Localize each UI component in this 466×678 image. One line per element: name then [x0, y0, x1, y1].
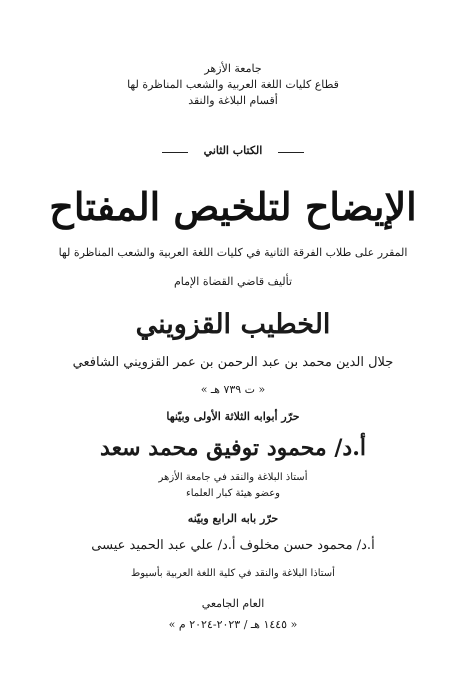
university-name: جامعة الأزهر: [204, 62, 262, 75]
second-editors-names: أ.د/ محمود حسن مخلوف أ.د/ علي عبد الحميد عيسى: [91, 538, 375, 553]
editor-name: أ.د/ محمود توفيق محمد سعد: [100, 435, 366, 461]
academic-year-label: العام الجامعي: [201, 597, 265, 610]
faculty-sector: قطاع كليات اللغة العربية والشعب المناظرة لها: [127, 78, 339, 91]
academic-year-value: « ١٤٤٥ هـ / ٢٠٢٣-٢٠٢٤ م »: [168, 618, 298, 631]
second-editors-credit-label: حرّر بابه الرابع وبيّنه: [187, 512, 279, 525]
author-death-date: « ت ٧٣٩ هـ »: [200, 383, 266, 396]
volume-label-bar: [162, 143, 304, 161]
department-name: أقسام البلاغة والنقد: [188, 94, 278, 107]
divider: [162, 152, 188, 153]
editor-title-secondary: وعضو هيئة كبار العلماء: [186, 488, 280, 499]
book-title: الإيضاح لتلخيص المفتاح: [49, 184, 417, 229]
author-intro: تأليف قاضي القضاة الإمام: [173, 275, 293, 288]
editor-title: أستاذ البلاغة والنقد في جامعة الأزهر: [158, 472, 308, 483]
editor-credit-label: حرّر أبوابه الثلاثة الأولى وبيّنها: [166, 410, 300, 423]
author-full-name: جلال الدين محمد بن عبد الرحمن بن عمر القزويني الشافعي: [72, 355, 394, 370]
divider: [278, 152, 304, 153]
volume-label: الكتاب الثاني: [203, 144, 263, 157]
author-name: الخطيب القزويني: [135, 309, 331, 340]
book-subtitle: المقرر على طلاب الفرقة الثانية في كليات اللغة العربية والشعب المناظرة لها: [58, 246, 408, 259]
second-editors-title: أستاذا البلاغة والنقد في كلية اللغة العربية بأسيوط: [131, 568, 335, 579]
